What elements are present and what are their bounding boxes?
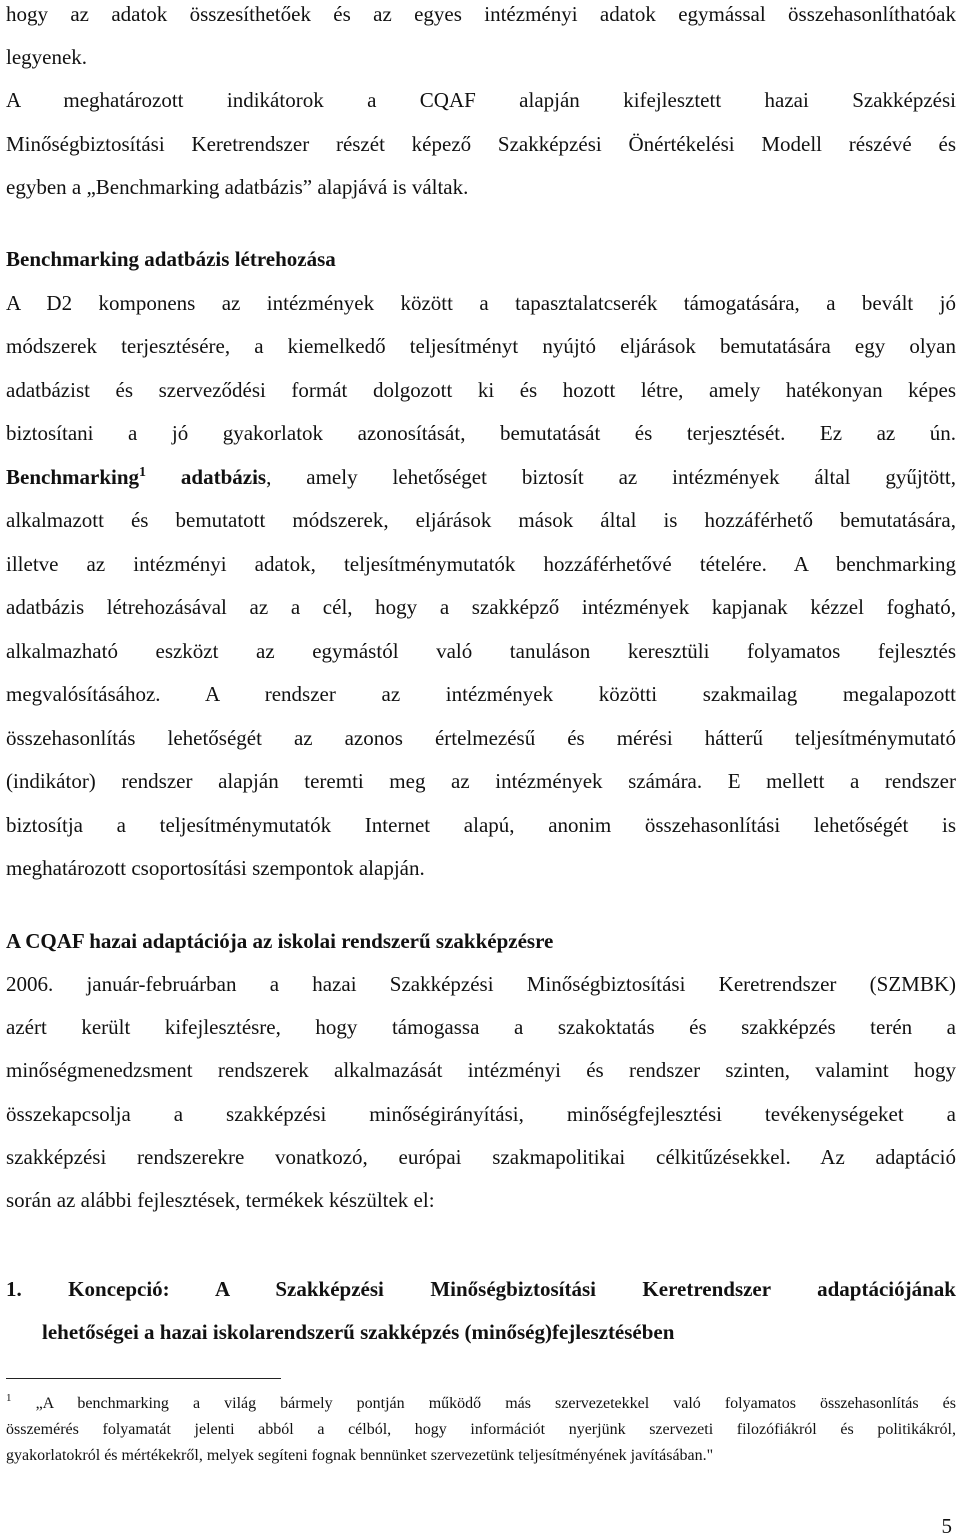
- intro-line-4: Minőségbiztosítási Keretrendszer részét képező Szakképzési Önértékelési Modell részévé és: [6, 132, 956, 156]
- section2-line-6: során az alábbi fejlesztések, termékek készültek el:: [6, 1188, 435, 1212]
- footnote-line-3: gyakorlatokról és mértékekről, melyek segíteni fognak bennünket szervezetünk teljesítményének javításában.": [6, 1447, 714, 1464]
- footnote-separator: [6, 1378, 281, 1379]
- footnote-reference[interactable]: 1: [139, 465, 147, 480]
- footnote-text-1: „A benchmarking a világ bármely pontján működő más szervezetekkel való folyamatos összehasonlítás és: [35, 1395, 957, 1412]
- intro-line-3: A meghatározott indikátorok a CQAF alapján kifejlesztett hazai Szakképzési: [6, 88, 956, 112]
- section2-line-2: azért került kifejlesztésre, hogy támogassa a szakoktatás és szakképzés terén a: [6, 1015, 956, 1039]
- section1-line-14: meghatározott csoportosítási szempontok alapján.: [6, 856, 425, 880]
- list-item-1-line-1: 1. Koncepció: A Szakképzési Minőségbiztosítási Keretrendszer adaptációjának: [6, 1277, 956, 1301]
- section1-line-8: adatbázis létrehozásával az a cél, hogy a szakképző intézmények kapjanak kézzel fogható,: [6, 595, 956, 619]
- section-heading-benchmarking: Benchmarking adatbázis létrehozása: [6, 247, 336, 271]
- intro-line-5: egyben a „Benchmarking adatbázis” alapjává is váltak.: [6, 175, 469, 199]
- footnote-line-2: összemérés folyamatát jelenti abból a célból, hogy információt nyerjünk szervezeti filozófiákról és politikákról,: [6, 1421, 956, 1438]
- section1-line-2: módszerek terjesztésére, a kiemelkedő teljesítményt nyújtó eljárások bemutatására egy olyan: [6, 334, 956, 358]
- page-number: 5: [941, 1514, 952, 1538]
- section1-line-11: összehasonlítás lehetőségét az azonos értelmezésű és mérési hátterű teljesítménymutató: [6, 726, 956, 750]
- section1-line-3: adatbázist és szerveződési formát dolgozott ki és hozott létre, amely hatékonyan képes: [6, 378, 956, 402]
- section1-line-10: megvalósításához. A rendszer az intézmények közötti szakmailag megalapozott: [6, 682, 956, 706]
- section1-line-5-rest: , amely lehetőséget biztosít az intézmények által gyűjtött,: [266, 465, 956, 489]
- section1-line-13: biztosítja a teljesítménymutatók Internet alapú, anonim összehasonlítási lehetőségét is: [6, 813, 956, 837]
- intro-line-2: legyenek.: [6, 45, 88, 69]
- section1-line-6: alkalmazott és bemutatott módszerek, eljárások mások által is hozzáférhető bemutatására,: [6, 508, 956, 532]
- section2-line-5: szakképzési rendszerekre vonatkozó, európai szakmapolitikai célkitűzésekkel. Az adaptáció: [6, 1145, 956, 1169]
- section1-line-1: A D2 komponens az intézmények között a tapasztalatcserék támogatására, a bevált jó: [6, 291, 956, 315]
- section1-line-9: alkalmazható eszközt az egymástól való tanuláson keresztüli folyamatos fejlesztés: [6, 639, 956, 663]
- list-item-1-line-2: lehetőségei a hazai iskolarendszerű szakképzés (minőség)fejlesztésében: [42, 1320, 675, 1344]
- section1-line-7: illetve az intézményi adatok, teljesítménymutatók hozzáférhetővé tételére. A benchmarking: [6, 552, 956, 576]
- section1-line-5: [6, 465, 956, 489]
- section1-line-4: biztosítani a jó gyakorlatok azonosítását, bemutatását és terjesztését. Ez az ún.: [6, 421, 956, 445]
- section-heading-cqaf: A CQAF hazai adaptációja az iskolai rendszerű szakképzésre: [6, 929, 554, 953]
- bold-term-benchmarking: Benchmarking: [6, 465, 140, 489]
- section2-line-4: összekapcsolja a szakképzési minőségirányítási, minőségfejlesztési tevékenységeket a: [6, 1102, 956, 1126]
- footnote-line-1: [6, 1394, 956, 1413]
- section1-line-12: (indikátor) rendszer alapján teremti meg az intézmények számára. E mellett a rendszer: [6, 769, 956, 793]
- section2-line-3: minőségmenedzsment rendszerek alkalmazását intézményi és rendszer szinten, valamint hogy: [6, 1058, 956, 1082]
- intro-line-1: hogy az adatok összesíthetőek és az egyes intézményi adatok egymással összehasonlíthatóak: [6, 2, 956, 26]
- section2-line-1: 2006. január-februárban a hazai Szakképzési Minőségbiztosítási Keretrendszer (SZMBK): [6, 972, 956, 996]
- bold-term-adatbazis: adatbázis: [146, 465, 267, 489]
- footnote-marker: 1: [6, 1392, 12, 1404]
